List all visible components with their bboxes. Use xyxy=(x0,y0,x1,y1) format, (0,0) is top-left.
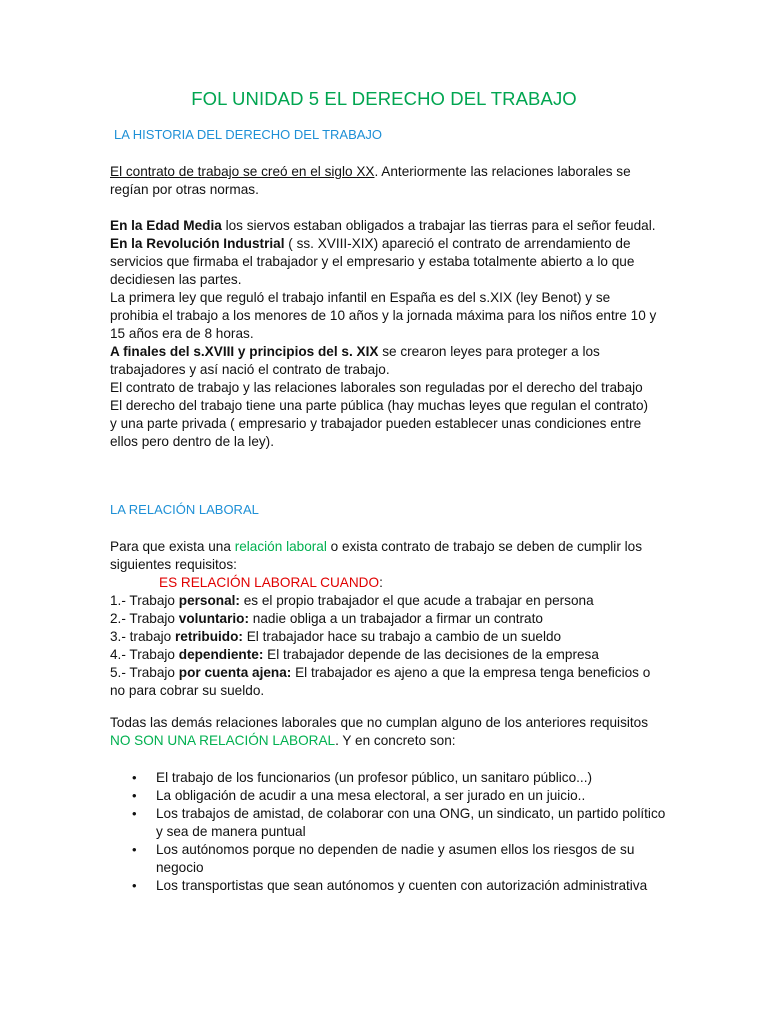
edad-media-bold: En la Edad Media xyxy=(110,218,222,233)
intro-underlined: El contrato de trabajo se creó en el siglo XX xyxy=(110,164,375,179)
revolucion-paragraph xyxy=(110,235,658,289)
primera-ley-paragraph: La primera ley que reguló el trabajo infantil en España es del s.XIX (ley Benot) y se prohibia el trabajo a los menores de 10 años y la jornada máxima para los niños entre 10 y 15 años era de 8 horas. xyxy=(110,290,657,341)
intro-paragraph xyxy=(110,163,658,199)
relacion-pre: Para que exista una xyxy=(110,539,235,554)
intro-rest: . Anteriormente las relaciones laborales se regían por otras normas. xyxy=(110,164,631,197)
relacion-block xyxy=(110,538,658,700)
list-item-text: Los autónomos porque no dependen de nadie y asumen ellos los riesgos de su negocio xyxy=(156,842,635,875)
requisito-item xyxy=(110,646,658,664)
finales-paragraph xyxy=(110,343,658,379)
revolucion-text: ( ss. XVIII-XIX) apareció el contrato de arrendamiento de servicios que firmaba el trabajador y el empresario y estaba totalmente abierto a lo que decidiesen las partes. xyxy=(110,236,635,287)
history-paragraphs xyxy=(110,217,658,451)
revolucion-bold: En la Revolución Industrial xyxy=(110,236,285,251)
edad-media-paragraph xyxy=(110,217,658,235)
section-heading-historia: LA HISTORIA DEL DERECHO DEL TRABAJO xyxy=(114,127,383,142)
list-item-text: La obligación de acudir a una mesa electoral, a ser jurado en un juicio.. xyxy=(156,788,586,803)
list-item-text: Los transportistas que sean autónomos y cuenten con autorización administrativa xyxy=(156,878,648,893)
relacion-intro xyxy=(110,538,658,574)
edad-media-text: los siervos estaban obligados a trabajar las tierras para el señor feudal. xyxy=(221,218,656,233)
requisito-text: El trabajador hace su trabajo a cambio de un sueldo xyxy=(242,629,562,644)
requisitos-heading-text: ES RELACIÓN LABORAL CUANDO xyxy=(159,575,380,590)
requisito-bold: retribuido: xyxy=(174,629,243,644)
list-item xyxy=(132,877,666,895)
section-heading-relacion: LA RELACIÓN LABORAL xyxy=(110,502,259,517)
requisitos-heading xyxy=(110,574,658,592)
requisito-text: nadie obliga a un trabajador a firmar un contrato xyxy=(249,611,543,626)
bullet-icon: • xyxy=(132,770,137,785)
bullet-icon: • xyxy=(132,842,137,857)
todas-post: . Y en concreto son: xyxy=(335,733,456,748)
requisito-prefix: 1.- Trabajo xyxy=(110,593,179,608)
contrato-paragraph: El contrato de trabajo y las relaciones laborales son reguladas por el derecho del trabajo xyxy=(110,380,643,395)
todas-paragraph xyxy=(110,714,658,750)
finales-bold: A finales del s.XVIII y principios del s. XIX xyxy=(110,344,379,359)
requisito-prefix: 3.- trabajo xyxy=(110,629,175,644)
requisito-item xyxy=(110,592,658,610)
requisito-text: El trabajador es ajeno a que la empresa tenga beneficios o no para cobrar su sueldo. xyxy=(110,665,651,698)
requisito-bold: voluntario: xyxy=(178,611,249,626)
requisito-bold: por cuenta ajena: xyxy=(178,665,292,680)
todas-pre: Todas las demás relaciones laborales que no cumplan alguno de los anteriores requisitos xyxy=(110,715,649,730)
bullet-icon: • xyxy=(132,788,137,803)
requisito-item xyxy=(110,610,658,628)
requisito-prefix: 5.- Trabajo xyxy=(110,665,179,680)
requisito-text: es el propio trabajador el que acude a trabajar en persona xyxy=(239,593,594,608)
list-item xyxy=(132,787,666,805)
document-title: FOL UNIDAD 5 EL DERECHO DEL TRABAJO xyxy=(191,88,577,109)
requisito-item xyxy=(110,664,658,700)
bullet-icon: • xyxy=(132,878,137,893)
list-item-text: Los trabajos de amistad, de colaborar con una ONG, un sindicato, un partido político y sea de manera puntual xyxy=(156,806,666,839)
requisito-item xyxy=(110,628,658,646)
derecho-paragraph: El derecho del trabajo tiene una parte pública (hay muchas leyes que regulan el contrato) y una parte privada ( empresario y trabajador pueden establecer unas condiciones entre ellos pero dentro de la ley). xyxy=(110,398,649,449)
todas-green: NO SON UNA RELACIÓN LABORAL xyxy=(110,733,336,748)
requisito-prefix: 4.- Trabajo xyxy=(110,647,179,662)
relacion-post: o exista contrato de trabajo se deben de cumplir los siguientes requisitos: xyxy=(110,539,643,572)
list-item xyxy=(132,841,666,877)
requisito-bold: dependiente: xyxy=(178,647,264,662)
requisito-bold: personal: xyxy=(178,593,240,608)
list-item xyxy=(132,769,666,787)
requisitos-heading-colon: : xyxy=(379,575,383,590)
exclusions-list xyxy=(132,769,666,895)
relacion-green: relación laboral xyxy=(234,539,327,554)
list-item xyxy=(132,805,666,841)
requisito-text: El trabajador depende de las decisiones de la empresa xyxy=(263,647,599,662)
requisito-prefix: 2.- Trabajo xyxy=(110,611,179,626)
finales-text: se crearon leyes para proteger a los trabajadores y así nació el contrato de trabajo. xyxy=(110,344,600,377)
list-item-text: El trabajo de los funcionarios (un profesor público, un sanitaro público...) xyxy=(156,770,593,785)
bullet-icon: • xyxy=(132,806,137,821)
